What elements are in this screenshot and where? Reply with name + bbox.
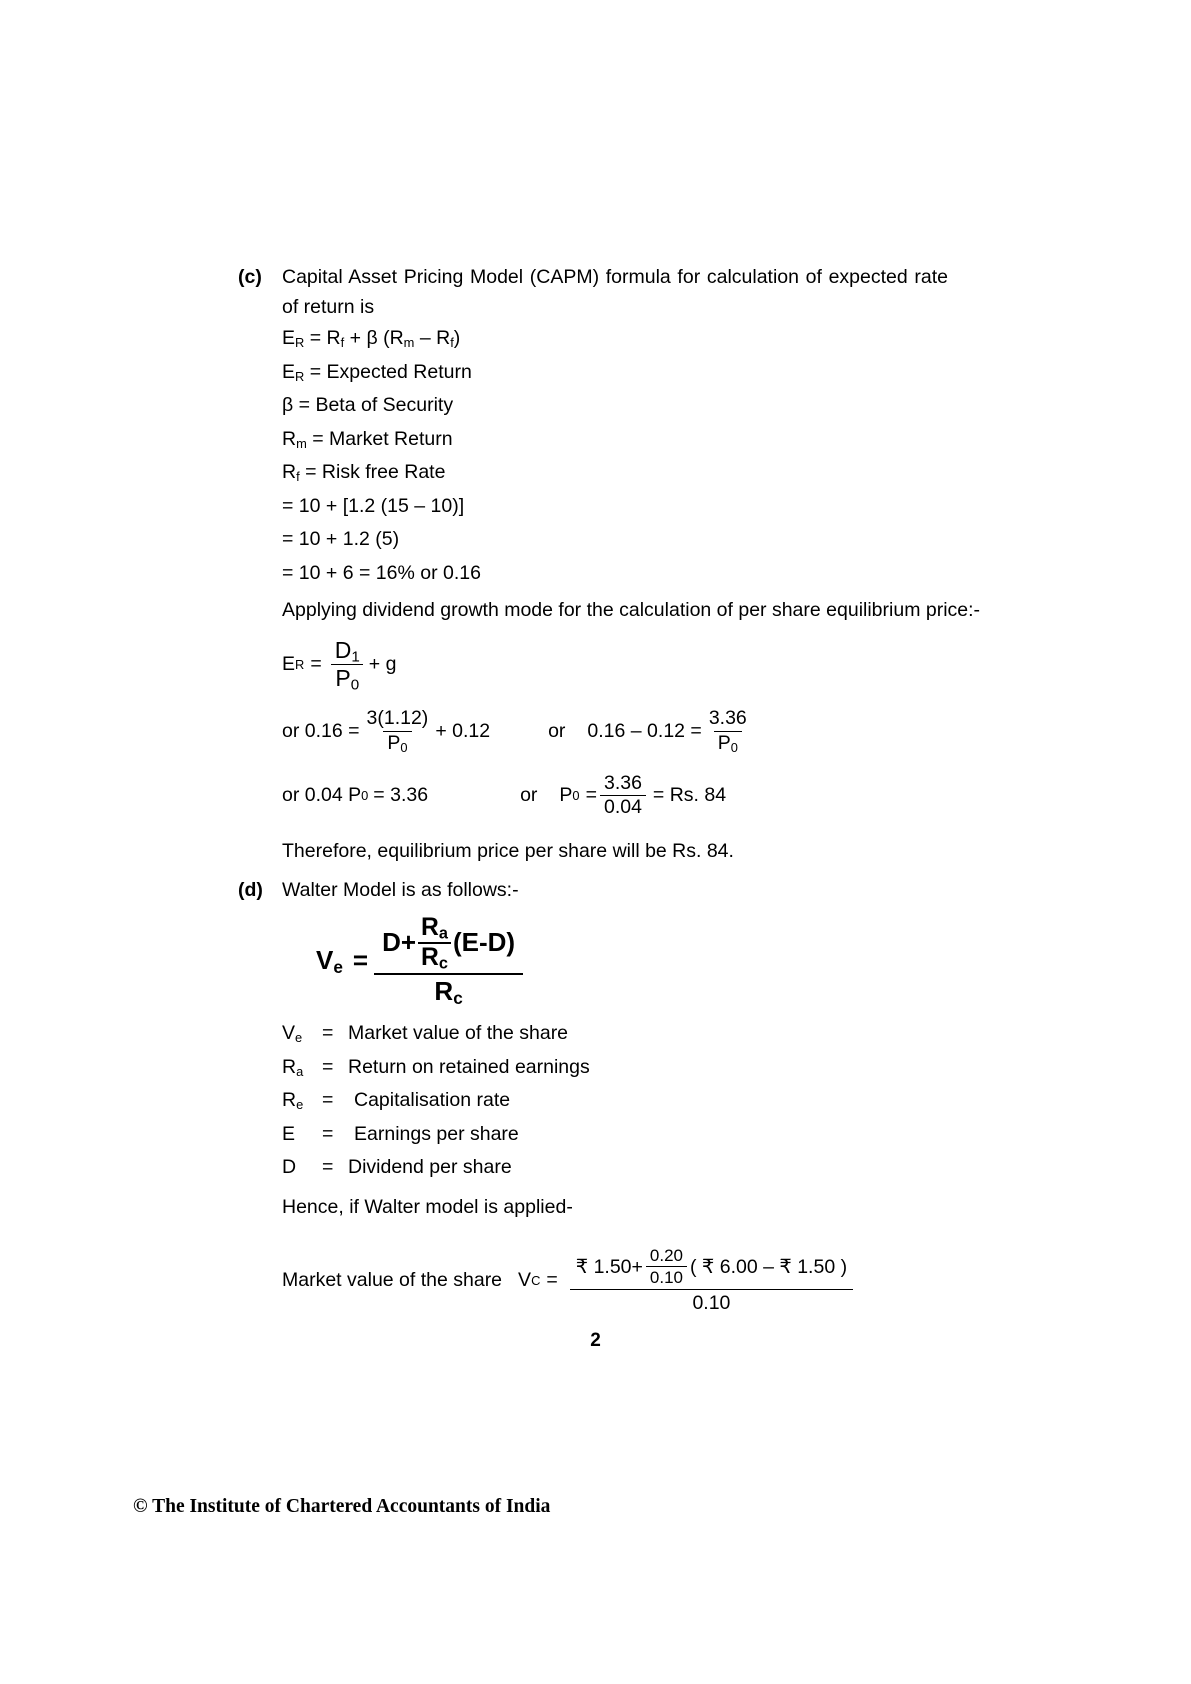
definition-equals: = — [322, 1089, 334, 1112]
walter-inner-fraction — [418, 915, 451, 971]
capm-calc-line-2: = 10 + 1.2 (5) — [282, 528, 400, 550]
market-value-num-last: ( ₹ 6.00 – ₹ 1.50 ) — [690, 1255, 848, 1278]
walter-definition-list — [282, 1017, 948, 1185]
definition-equals: = — [322, 1122, 334, 1145]
page-content — [238, 262, 981, 1315]
section-c-marker: (c) — [238, 266, 262, 288]
capm-rf2: R — [436, 327, 451, 349]
eq2-right-equals: = — [585, 784, 597, 807]
walter-equals: = — [352, 944, 369, 975]
capm-calc-line-1: = 10 + [1.2 (15 – 10)] — [282, 494, 465, 517]
definition-row — [282, 1151, 948, 1185]
eq1-right-numerator: 3.36 — [708, 707, 747, 729]
definition-text: Return on retained earnings — [348, 1055, 590, 1078]
walter-numerator — [374, 915, 523, 973]
growth-numerator: D — [334, 636, 352, 663]
growth-fraction — [331, 638, 364, 693]
capm-equals: = — [309, 327, 322, 349]
walter-lhs-wrap — [316, 945, 343, 976]
capm-line-rf-def — [282, 456, 948, 490]
rm-symbol: R — [282, 427, 297, 450]
walter-den: R — [434, 975, 454, 1006]
walter-denominator — [374, 973, 523, 1006]
capm-rf-sub: f — [340, 334, 345, 350]
walter-num-last: (E-D) — [452, 927, 516, 958]
eq1-left-suffix: + 0.12 — [435, 719, 491, 742]
section-c — [238, 262, 948, 322]
eq2-left-suffix: = 3.36 — [373, 784, 429, 807]
walter-main-fraction — [374, 913, 523, 1008]
definition-symbol-sub: a — [296, 1063, 304, 1079]
section-d-intro: Walter Model is as follows:- — [282, 878, 519, 901]
section-d-marker: (d) — [238, 878, 263, 901]
eq1-left-numerator: 3(1.12) — [366, 707, 429, 729]
rf-symbol: R — [282, 461, 297, 483]
market-value-equals: = — [546, 1269, 558, 1292]
growth-denominator-sub: 0 — [350, 676, 360, 694]
capm-calc-line-3: = 10 + 6 = 16% or 0.16 — [282, 561, 481, 584]
equation-row-1 — [282, 708, 948, 755]
definition-symbol-wrap — [282, 1151, 322, 1185]
eq2-left-prefix: or 0.04 P — [282, 784, 362, 807]
eq1-right-denominator: P — [717, 731, 731, 754]
beta-def-text: β = Beta of Security — [282, 394, 454, 416]
walter-formula-wrap — [282, 913, 948, 1008]
definition-symbol: R — [282, 1055, 297, 1078]
definition-equals: = — [322, 1022, 334, 1045]
capm-line-er-def — [282, 356, 948, 390]
definition-symbol-wrap — [282, 1051, 322, 1085]
capm-rm-sub: m — [403, 334, 415, 350]
capm-plus-beta: + β ( — [349, 327, 390, 349]
definition-text: Dividend per share — [348, 1156, 512, 1179]
rf-def-text: = Risk free Rate — [305, 461, 446, 483]
market-value-label: Market value of the share — [282, 1269, 503, 1292]
definition-symbol: D — [282, 1156, 297, 1179]
definition-symbol: R — [282, 1089, 297, 1112]
definition-symbol-sub: e — [296, 1097, 304, 1113]
capm-close-paren: ) — [453, 327, 461, 349]
definition-symbol-sub: e — [295, 1030, 303, 1046]
definition-row — [282, 1084, 948, 1118]
capm-conclusion: Therefore, equilibrium price per share will be Rs. 84. — [282, 840, 734, 863]
market-value-inner-den: 0.10 — [646, 1266, 687, 1287]
walter-den-sub: c — [453, 987, 463, 1008]
walter-num-first: D+ — [382, 927, 417, 958]
equation-row-2: or 0.04 P 0 = 3.36 or P 0 = $\frac{3.36}{0.04}$ = Rs. 84 — [282, 771, 727, 819]
definition-symbol-wrap — [282, 1017, 322, 1051]
page-number: 2 — [590, 1330, 601, 1351]
definition-text: Market value of the share — [348, 1022, 569, 1045]
section-c-intro: Capital Asset Pricing Model (CAPM) formula for calculation of expected rate of return is — [282, 266, 948, 318]
market-value-denominator: 0.10 — [570, 1289, 853, 1314]
definition-row — [282, 1017, 948, 1051]
definition-symbol-wrap — [282, 1118, 322, 1152]
capm-rf2-sub: f — [450, 334, 454, 350]
capm-rf: R — [326, 327, 341, 349]
walter-inner-num: R — [421, 913, 439, 941]
market-value-num-first: ₹ 1.50+ — [575, 1255, 643, 1278]
walter-lhs: V — [316, 944, 334, 975]
dividend-growth-formula: E R = $\frac{D_1}{P_0}$ + g — [282, 636, 397, 694]
growth-lhs: E — [282, 653, 296, 676]
walter-inner-num-sub: a — [438, 924, 448, 943]
eq2-right-fraction — [600, 773, 646, 820]
walter-lhs-sub: e — [333, 956, 343, 977]
rf-symbol-sub: f — [296, 468, 300, 484]
growth-numerator-sub: 1 — [351, 647, 360, 665]
section-d-body — [282, 875, 948, 905]
market-value-fraction — [570, 1246, 853, 1314]
walter-inner-den-wrap — [418, 942, 451, 971]
rm-symbol-sub: m — [296, 435, 307, 451]
eq1-right-denominator-sub: 0 — [730, 739, 738, 755]
section-c-body — [282, 262, 948, 322]
definition-equals: = — [322, 1156, 334, 1179]
walter-inner-den-sub: c — [438, 954, 448, 973]
copyright-footer: © The Institute of Chartered Accountants of India — [133, 1496, 551, 1517]
eq1-left-denominator-sub: 0 — [400, 739, 408, 755]
capm-minus: – — [419, 327, 431, 349]
eq1-left-fraction — [363, 708, 433, 755]
definition-text: Capitalisation rate — [354, 1089, 511, 1112]
capm-rm: R — [389, 327, 404, 349]
market-value-lhs: V — [518, 1269, 532, 1292]
definition-equals: = — [322, 1055, 334, 1078]
capm-formula-line — [282, 322, 948, 356]
er-symbol-sub: R — [295, 368, 305, 384]
definition-symbol-wrap — [282, 1084, 322, 1118]
hence-walter-applied-text: Hence, if Walter model is applied- — [282, 1195, 573, 1218]
eq2-right-suffix: = Rs. 84 — [652, 784, 727, 807]
er-symbol: E — [282, 360, 296, 383]
rm-def-text: = Market Return — [312, 427, 453, 450]
eq2-right-or: or — [520, 784, 538, 807]
eq1-right-fraction — [705, 708, 751, 755]
capm-er-sub: R — [295, 334, 305, 350]
section-d — [238, 875, 948, 905]
market-value-formula-wrap — [282, 1246, 948, 1314]
definition-row — [282, 1118, 948, 1152]
market-value-equation: V C = ₹ 1.50+ $\frac{0.20}{0.10}$ ( ₹ 6.00 – ₹ 1.50 ) 0.10 — [518, 1246, 853, 1314]
eq1-right-denominator-wrap — [714, 731, 742, 755]
er-def-text: = Expected Return — [309, 360, 472, 383]
growth-denominator: P — [335, 665, 351, 692]
applying-dividend-growth-text: Applying dividend growth mode for the calculation of per share equilibrium price:- — [282, 599, 981, 621]
walter-inner-num-wrap — [418, 915, 451, 942]
walter-inner-den: R — [421, 943, 439, 971]
walter-formula — [316, 913, 523, 1008]
eq1-left-prefix: or 0.16 = — [282, 719, 360, 742]
eq1-right-or: or — [548, 719, 566, 742]
definition-text: Earnings per share — [354, 1122, 519, 1145]
eq1-left-denominator-wrap — [383, 731, 411, 755]
eq1-right-prefix: 0.16 – 0.12 = — [587, 719, 702, 742]
definition-symbol: E — [282, 1122, 296, 1145]
eq1-left-denominator: P — [387, 731, 401, 754]
growth-plus-g: + g — [368, 653, 397, 676]
definition-row — [282, 1051, 948, 1085]
market-value-inner-fraction — [646, 1246, 687, 1287]
market-value-inner-num: 0.20 — [649, 1246, 684, 1266]
eq2-right-denominator: 0.04 — [600, 795, 646, 819]
capm-line-rm-def — [282, 423, 948, 457]
market-value-numerator — [570, 1246, 853, 1289]
definition-symbol: V — [282, 1022, 296, 1045]
eq2-right-numerator: 3.36 — [603, 771, 642, 794]
capm-line-beta-def — [282, 389, 948, 423]
growth-denominator-wrap — [331, 664, 363, 692]
growth-equals: = — [310, 653, 322, 676]
growth-numerator-wrap — [331, 638, 364, 665]
capm-er: E — [282, 327, 296, 349]
eq2-right-prefix: P — [559, 784, 573, 807]
